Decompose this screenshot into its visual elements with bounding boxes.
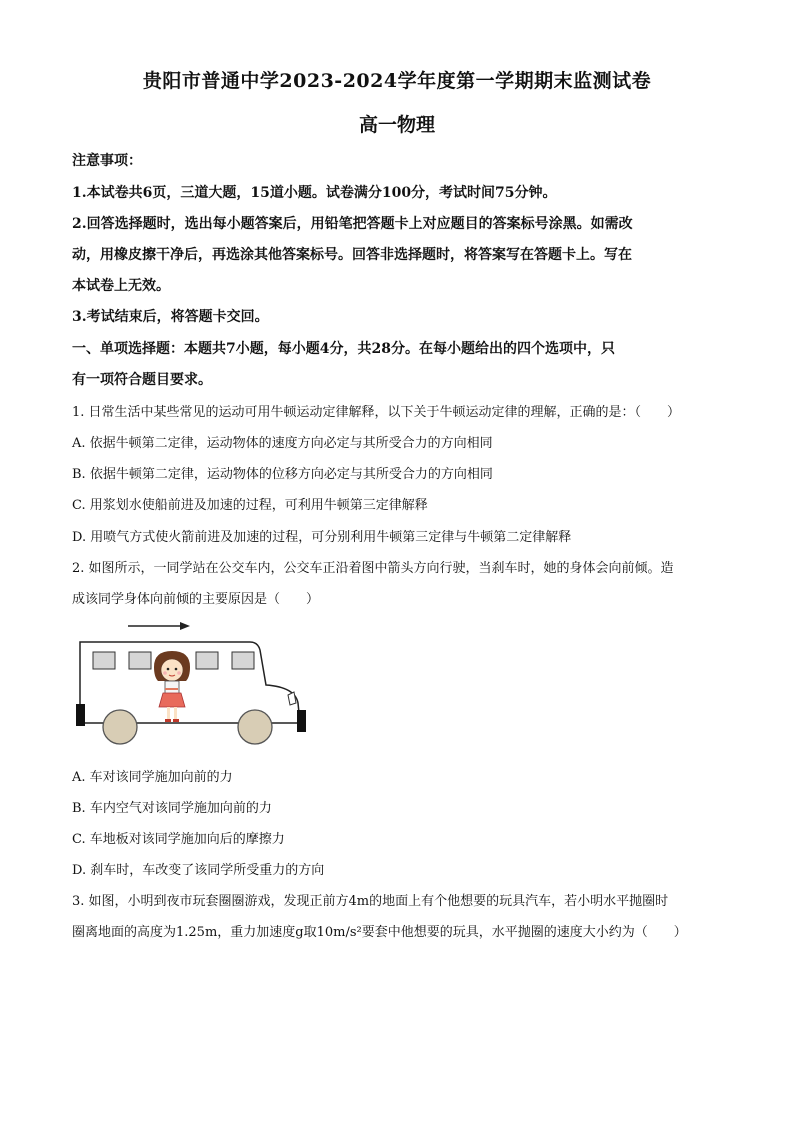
bus-wheel bbox=[238, 710, 272, 744]
question-1-stem: 1. 日常生活中某些常见的运动可用牛顿运动定律解释，以下关于牛顿运动定律的理解，正确的是：（ ） bbox=[72, 405, 681, 420]
direction-arrow-icon bbox=[128, 622, 190, 630]
question-3-stem-line-1: 3. 如图，小明到夜市玩套圈圈游戏，发现正前方4m的地面上有个他想要的玩具汽车，若小明水平抛圈时 bbox=[72, 894, 669, 909]
bus-figure bbox=[70, 615, 315, 750]
question-3-stem-line-2: 圈离地面的高度为1.25m，重力加速度g取10m/s²要套中他想要的玩具，水平抛圈的速度大小约为（ ） bbox=[72, 925, 687, 940]
note-item-2-line-2: 动，用橡皮擦干净后，再选涂其他答案标号。回答非选择题时，将答案写在答题卡上。写在 bbox=[72, 247, 632, 263]
bus-window bbox=[232, 652, 254, 669]
bus-headlight bbox=[288, 692, 296, 705]
bus-front-bumper bbox=[297, 710, 306, 732]
question-2-option-a: A. 车对该同学施加向前的力 bbox=[72, 770, 233, 785]
question-2-stem-line-1: 2. 如图所示，一同学站在公交车内，公交车正沿着图中箭头方向行驶，当刹车时，她的身体会向前倾。造 bbox=[72, 561, 674, 576]
note-item-2-line-3: 本试卷上无效。 bbox=[72, 278, 170, 294]
bus-window bbox=[129, 652, 151, 669]
section-1-heading-line-2: 有一项符合题目要求。 bbox=[72, 372, 212, 388]
question-2-option-d: D. 刹车时，车改变了该同学所受重力的方向 bbox=[72, 863, 325, 878]
question-1-option-d: D. 用喷气方式使火箭前进及加速的过程，可分别利用牛顿第三定律与牛顿第二定律解释 bbox=[72, 530, 572, 545]
question-1-option-b: B. 依据牛顿第二定律，运动物体的位移方向必定与其所受合力的方向相同 bbox=[72, 467, 493, 482]
bus-wheel bbox=[103, 710, 137, 744]
question-1-option-c: C. 用浆划水使船前进及加速的过程，可利用牛顿第三定律解释 bbox=[72, 498, 428, 513]
exam-title: 贵阳市普通中学2023-2024学年度第一学期期末监测试卷 bbox=[142, 70, 652, 92]
question-2-option-c: C. 车地板对该同学施加向后的摩擦力 bbox=[72, 832, 285, 847]
note-item-1: 1.本试卷共6页，三道大题，15道小题。试卷满分100分，考试时间75分钟。 bbox=[72, 185, 557, 201]
question-1-option-a: A. 依据牛顿第二定律，运动物体的速度方向必定与其所受合力的方向相同 bbox=[72, 436, 493, 451]
bus-window bbox=[196, 652, 218, 669]
notes-heading: 注意事项： bbox=[72, 153, 142, 169]
question-2-stem-line-2: 成该同学身体向前倾的主要原因是（ ） bbox=[72, 592, 320, 607]
note-item-3: 3.考试结束后，将答题卡交回。 bbox=[72, 309, 269, 325]
bus-rear-bumper bbox=[76, 704, 85, 726]
section-1-heading-line-1: 一、单项选择题：本题共7小题，每小题4分，共28分。在每小题给出的四个选项中，只 bbox=[72, 341, 615, 357]
exam-subtitle: 高一物理 bbox=[358, 114, 435, 136]
bus-window bbox=[93, 652, 115, 669]
question-2-option-b: B. 车内空气对该同学施加向前的力 bbox=[72, 801, 272, 816]
note-item-2-line-1: 2.回答选择题时，选出每小题答案后，用铅笔把答题卡上对应题目的答案标号涂黑。如需改 bbox=[72, 216, 633, 232]
